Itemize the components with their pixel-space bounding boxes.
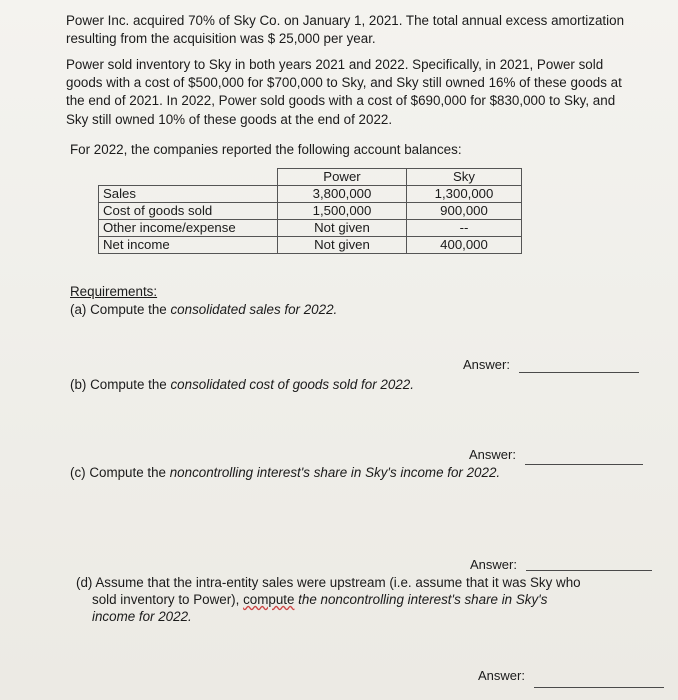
question-c-text: noncontrolling interest's share in Sky's income for 2022. [169, 465, 501, 480]
balances-intro: For 2022, the companies reported the following account balances: [70, 142, 462, 157]
question-a [70, 301, 337, 318]
table-cell: Sales [99, 186, 278, 203]
table-row [99, 186, 522, 203]
question-d-line3: income for 2022. [92, 609, 192, 624]
answer-label: Answer: [469, 447, 516, 462]
question-d-line2-a: sold inventory to Power), [92, 592, 244, 607]
question-b-text: consolidated cost of goods sold for 2022. [170, 377, 414, 392]
answer-b[interactable] [469, 447, 516, 462]
question-c [70, 464, 500, 481]
question-b-prefix: (b) Compute the [70, 377, 171, 392]
table-cell: 1,300,000 [407, 186, 522, 203]
answer-c-line[interactable] [526, 570, 652, 571]
answer-a-line[interactable] [519, 372, 639, 373]
table-cell: 900,000 [407, 203, 522, 220]
table-header [99, 169, 278, 186]
question-d-compute: compute [243, 592, 295, 607]
table-cell: -- [407, 220, 522, 237]
table-cell: Not given [278, 220, 407, 237]
inventory-paragraph: Power sold inventory to Sky in both years 2021 and 2022. Specifically, in 2021, Power sold goods with a cost of $500,000 for $700,000 to Sky, and Sky still owned 16% of these goods at the end of 2021. In 2022, Power sold goods with a cost of $690,000 for $830,000 to Sky, and Sky still owned 10% of these goods at the end of 2022. [66, 57, 622, 127]
answer-b-line[interactable] [525, 464, 643, 465]
table-cell: 400,000 [407, 237, 522, 254]
question-d-line2-c: the noncontrolling interest's share in Sky's [294, 592, 548, 607]
table-header-row [99, 169, 522, 186]
question-a-text: consolidated sales for 2022. [170, 302, 338, 317]
table-cell: Net income [99, 237, 278, 254]
answer-c[interactable] [470, 557, 517, 572]
table-cell: 3,800,000 [278, 186, 407, 203]
question-a-prefix: (a) Compute the [70, 302, 171, 317]
answer-d[interactable] [478, 668, 525, 683]
requirements-title: Requirements: [70, 284, 158, 299]
question-c-prefix: (c) Compute the [70, 465, 170, 480]
question-d-line1: (d) Assume that the intra-entity sales were upstream (i.e. assume that it was Sky who [76, 575, 581, 590]
table-cell: Cost of goods sold [99, 203, 278, 220]
table-cell: 1,500,000 [278, 203, 407, 220]
question-d-line2 [76, 591, 636, 608]
answer-label: Answer: [478, 668, 525, 683]
table-header: Power [278, 169, 407, 186]
answer-label: Answer: [470, 557, 517, 572]
table-row [99, 237, 522, 254]
question-b [70, 376, 414, 393]
table-header: Sky [407, 169, 522, 186]
answer-label: Answer: [463, 357, 510, 372]
table-cell: Not given [278, 237, 407, 254]
question-d [76, 574, 636, 625]
intro-paragraph: Power Inc. acquired 70% of Sky Co. on January 1, 2021. The total annual excess amortization resulting from the acquisition was $ 25,000 per year. [66, 13, 625, 47]
table-cell: Other income/expense [99, 220, 278, 237]
account-balances-table [98, 168, 522, 254]
table-row [99, 220, 522, 237]
answer-a[interactable] [463, 357, 510, 372]
requirements-heading [70, 283, 157, 300]
table-row [99, 203, 522, 220]
answer-d-line[interactable] [534, 687, 664, 688]
